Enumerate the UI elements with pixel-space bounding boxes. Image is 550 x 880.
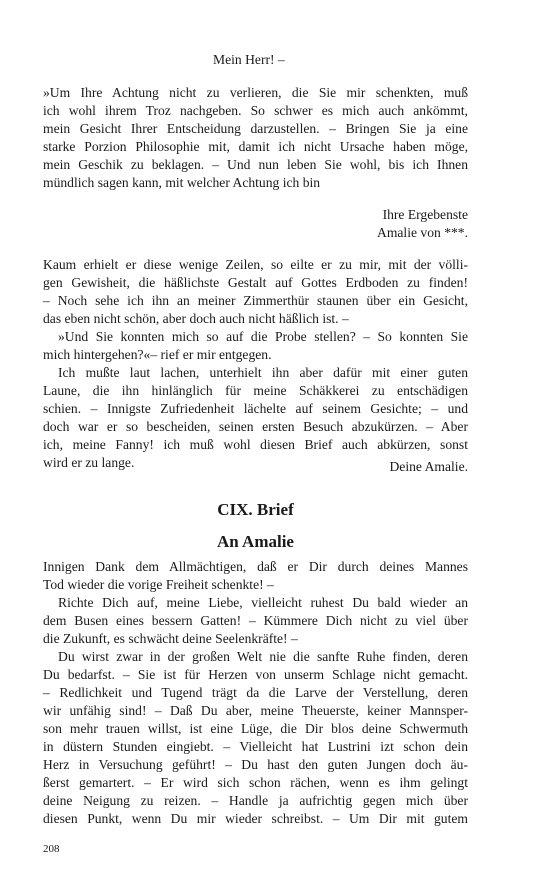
body-line: ßerst gemartert. – Er wird sich schon rächen, wenn es ihm gelingt <box>43 775 468 790</box>
narrative-line: – Noch sehe ich ihn an meiner Zimmerthür staunen über ein Gesicht, <box>43 293 468 308</box>
closing-line: Ihre Ergebenste <box>382 207 468 222</box>
narrative-line: doch war er so bescheiden, seinen ersten Besuch abzukürzen. – Aber <box>43 419 468 434</box>
body-line: – Redlichkeit und Tugend trägt da die Larve der Verstellung, deren <box>43 685 468 700</box>
salutation: Mein Herr! – <box>213 52 285 67</box>
letter-line: starke Porzion Philosophie mit, damit ich nicht Ursache haben möge, <box>43 139 468 154</box>
body-line: Du bedarfst. – Sie ist für Herzen von unserm Schlage nicht gemacht. <box>43 667 468 682</box>
narrative-line: mich hintergehen?«– rief er mir entgegen. <box>43 347 272 362</box>
narrative-line: gen Gewisheit, die häßlichste Gestalt auf Gottes Erdboden zu finden! <box>43 275 468 290</box>
body-line: son mehr trauen willst, ist eine Lüge, die Dir blos deine Schwermuth <box>43 721 468 736</box>
narrative-line: »Und Sie konnten mich so auf die Probe stellen? – So konnten Sie <box>58 329 468 344</box>
body-line: in düstern Stunden eingiebt. – Vielleicht hat Lustrini izt schon dein <box>43 739 468 754</box>
book-page <box>43 0 468 880</box>
closing-line: Amalie von ***. <box>377 225 468 240</box>
body-line: dem Busen eines bessern Gatten! – Kümmere Dich nicht zu viel über <box>43 613 468 628</box>
narrative-line: Laune, die ihn hinlänglich für meine Schäkkerei zu entschädigen <box>43 383 468 398</box>
body-line: Herz in Versuchung geführt! – Du hast den guten Jungen doch äu- <box>43 757 468 772</box>
letter-line: »Um Ihre Achtung nicht zu verlieren, die Sie mir schenkten, muß <box>43 85 468 100</box>
narrative-line: wird er zu lange. <box>43 455 135 470</box>
page-number: 208 <box>43 843 60 855</box>
letter-line: ich wohl ihrem Troz nachgeben. So schwer es mich auch ankömmt, <box>43 103 468 118</box>
letter-line: mein Gesicht Ihrer Entscheidung darzustellen. – Bringen Sie ja eine <box>43 121 468 136</box>
narrative-line: das eben nicht schön, aber doch auch nicht häßlich ist. – <box>43 311 349 326</box>
body-line: die Zukunft, es schwächt deine Seelenkräfte! – <box>43 631 298 646</box>
body-line: Innigen Dank dem Allmächtigen, daß er Dir durch deines Mannes <box>43 559 468 574</box>
narrative-line: Kaum erhielt er diese wenige Zeilen, so eilte er zu mir, mit der völli- <box>43 257 468 272</box>
body-line: wir unfähig sind! – Daß Du aber, meine Theuerste, keiner Mannsper- <box>43 703 468 718</box>
letter-line: mein Geschik zu beklagen. – Und nun leben Sie wohl, bis ich Ihnen <box>43 157 468 172</box>
body-line: Tod wieder die vorige Freiheit schenkte! – <box>43 577 274 592</box>
chapter-heading: CIX. Brief <box>217 500 294 519</box>
body-line: diesen Punkt, wenn Du mir wieder schreibst. – Um Dir mit gutem <box>43 811 468 826</box>
narrative-line: Ich mußte laut lachen, unterhielt ihn aber dafür mit einer guten <box>58 365 468 380</box>
body-line: Richte Dich auf, meine Liebe, vielleicht ruhest Du bald wieder an <box>58 595 468 610</box>
letter-line: mündlich sagen kann, mit welcher Achtung ich bin <box>43 175 321 190</box>
body-line: deine Neigung zu reizen. – Handle ja aufrichtig gegen mich über <box>43 793 468 808</box>
chapter-subheading: An Amalie <box>217 532 294 551</box>
narrative-line: ich, meine Fanny! ich muß wohl diesen Brief auch abkürzen, sonst <box>43 437 468 452</box>
body-line: Du wirst zwar in der großen Welt nie die sanfte Ruhe finden, deren <box>58 649 468 664</box>
signature: Deine Amalie. <box>389 459 468 474</box>
narrative-line: schien. – Innigste Zufriedenheit lächelte auf seinem Gesichte; – und <box>43 401 468 416</box>
